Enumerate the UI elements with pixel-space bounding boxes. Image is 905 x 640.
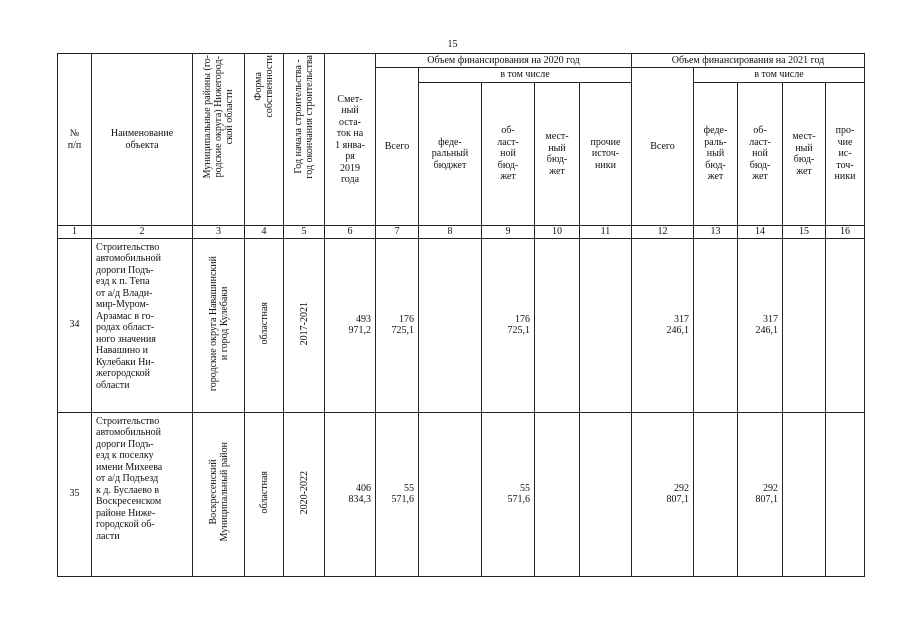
col-number: 4 <box>245 226 284 239</box>
regional-2020: 55 571,6 <box>482 412 535 576</box>
col-number: 9 <box>482 226 535 239</box>
regional-2021: 292 807,1 <box>738 412 783 576</box>
header-balance: Смет- ный оста- ток на 1 янва- ря 2019 года <box>325 54 376 226</box>
header-row-1 <box>58 54 865 68</box>
other-2021 <box>826 412 865 576</box>
other-2020 <box>580 238 632 412</box>
ownership: областная <box>245 412 284 576</box>
col-number: 16 <box>826 226 865 239</box>
other-2021 <box>826 238 865 412</box>
total-2020: 55 571,6 <box>376 412 419 576</box>
header-regional-2021: об- ласт- ной бюд- жет <box>738 83 783 226</box>
object-name: Строительство автомобильной дороги Подъ- езд к поселку имени Михеева от а/д Подъезд к д. Буслаево в Воскресенском районе Ниже- городской об- ласти <box>92 412 193 576</box>
row-no: 35 <box>58 412 92 576</box>
table-row <box>58 238 865 412</box>
col-number: 12 <box>632 226 694 239</box>
header-local-2020: мест- ный бюд- жет <box>535 83 580 226</box>
header-federal-2021: феде- раль- ный бюд- жет <box>694 83 738 226</box>
balance: 493 971,2 <box>325 238 376 412</box>
object-name: Строительство автомобильной дороги Подъ- езд к п. Тепа от а/д Влади- мир-Муром- Арзамас в го- родах област- ного значения Навашино и Кулебаки Ни- жегородской области <box>92 238 193 412</box>
page-number: 15 <box>447 39 458 50</box>
col-number: 2 <box>92 226 193 239</box>
header-group-2020: Объем финансирования на 2020 год <box>376 54 632 68</box>
header-local-2021: мест- ный бюд- жет <box>783 83 826 226</box>
balance: 406 834,3 <box>325 412 376 576</box>
total-2020: 176 725,1 <box>376 238 419 412</box>
col-number: 1 <box>58 226 92 239</box>
header-other-2021: про- чие ис- точ- ники <box>826 83 865 226</box>
years: 2017-2021 <box>284 238 325 412</box>
col-number: 10 <box>535 226 580 239</box>
regional-2020: 176 725,1 <box>482 238 535 412</box>
other-2020 <box>580 412 632 576</box>
col-number: 15 <box>783 226 826 239</box>
col-number: 14 <box>738 226 783 239</box>
federal-2020 <box>419 238 482 412</box>
local-2021 <box>783 412 826 576</box>
col-number: 11 <box>580 226 632 239</box>
header-no: № п/п <box>58 54 92 226</box>
col-number: 13 <box>694 226 738 239</box>
local-2020 <box>535 412 580 576</box>
col-number: 5 <box>284 226 325 239</box>
header-total-2021: Всего <box>632 68 694 226</box>
header-other-2020: прочие источ- ники <box>580 83 632 226</box>
federal-2020 <box>419 412 482 576</box>
header-group-2021: Объем финансирования на 2021 год <box>632 54 865 68</box>
col-number: 6 <box>325 226 376 239</box>
col-number: 7 <box>376 226 419 239</box>
total-2021: 317 246,1 <box>632 238 694 412</box>
col-number: 8 <box>419 226 482 239</box>
financing-table <box>57 53 865 577</box>
years: 2020-2022 <box>284 412 325 576</box>
header-years: Год начала строительства - год окончания строительства <box>284 54 325 226</box>
header-name: Наименование объекта <box>92 54 193 226</box>
header-incl-2020: в том числе <box>419 68 632 83</box>
ownership: областная <box>245 238 284 412</box>
header-ownership: Форма собственности <box>245 54 284 226</box>
column-numbers-row <box>58 226 865 239</box>
federal-2021 <box>694 238 738 412</box>
col-number: 3 <box>193 226 245 239</box>
table-row <box>58 412 865 576</box>
header-regional-2020: об- ласт- ной бюд- жет <box>482 83 535 226</box>
district: городские округа Навашинский и город Кулебаки <box>193 238 245 412</box>
local-2021 <box>783 238 826 412</box>
row-no: 34 <box>58 238 92 412</box>
regional-2021: 317 246,1 <box>738 238 783 412</box>
district: Воскресенский Муниципальный район <box>193 412 245 576</box>
local-2020 <box>535 238 580 412</box>
header-federal-2020: феде- ральный бюджет <box>419 83 482 226</box>
header-total-2020: Всего <box>376 68 419 226</box>
total-2021: 292 807,1 <box>632 412 694 576</box>
header-district: Муниципальные районы (го- родские округа) Нижегород- ской области <box>193 54 245 226</box>
header-incl-2021: в том числе <box>694 68 865 83</box>
federal-2021 <box>694 412 738 576</box>
